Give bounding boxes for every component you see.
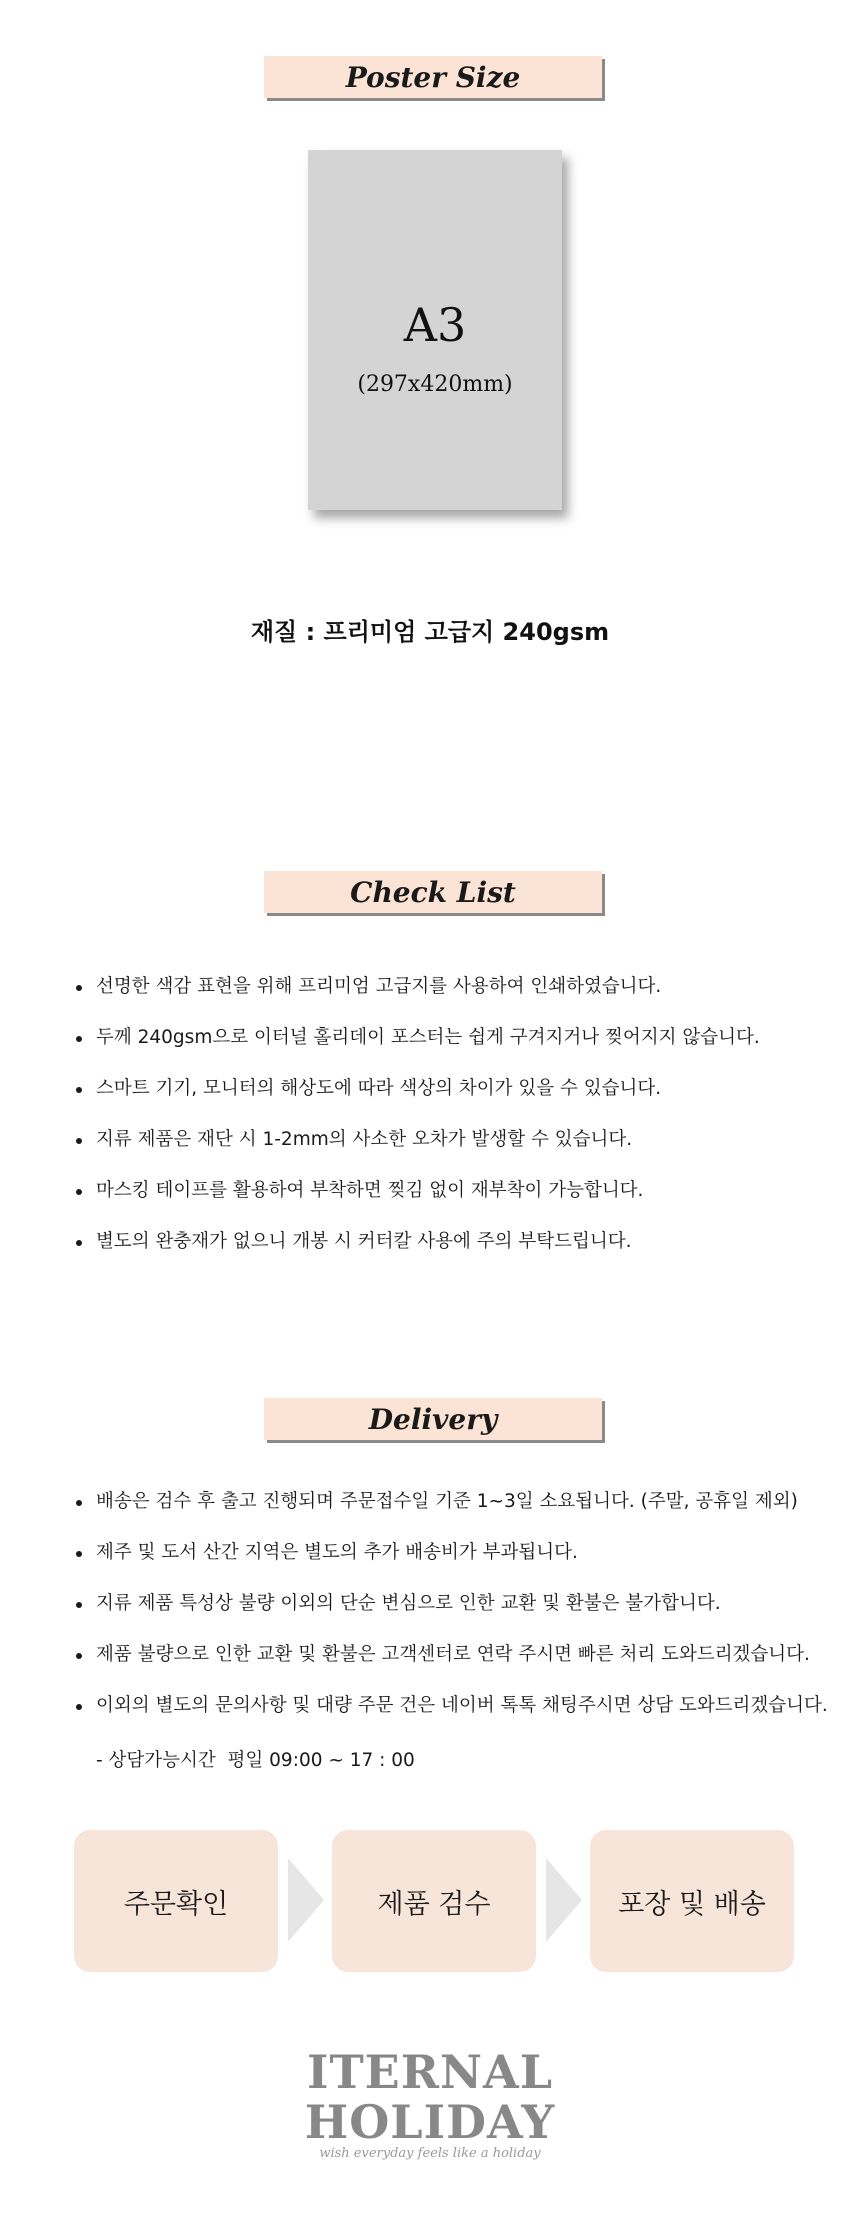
delivery-item-text: 지류 제품 특성상 불량 이외의 단순 변심으로 인한 교환 및 환불은 불가합니다. (96, 1593, 721, 1614)
step-product-inspection: 제품 검수 (332, 1830, 536, 1972)
list-item (76, 1592, 828, 1643)
list-item (76, 1490, 828, 1541)
step-order-confirm: 주문확인 (74, 1830, 278, 1972)
bullet-icon (76, 1551, 82, 1557)
brand-tagline: wish everyday feels like a holiday (319, 2146, 541, 2161)
poster-size-label: A3 (403, 298, 467, 352)
bullet-icon (76, 1500, 82, 1506)
bullet-icon (76, 1240, 82, 1246)
brand-logo-line1: ITERNAL (306, 2045, 554, 2099)
delivery-item-text: 제주 및 도서 산간 지역은 별도의 추가 배송비가 부과됩니다. (96, 1542, 578, 1563)
delivery-item-text: 이외의 별도의 문의사항 및 대량 주문 건은 네이버 톡톡 채팅주시면 상담 도와드리겠습니다. (96, 1695, 828, 1716)
list-item (76, 1128, 760, 1179)
delivery-item-text: 배송은 검수 후 출고 진행되며 주문접수일 기준 1~3일 소요됩니다. (주말, 공휴일 제외) (96, 1491, 798, 1512)
step-packing-shipping: 포장 및 배송 (590, 1830, 794, 1972)
bullet-icon (76, 985, 82, 991)
delivery-title: Delivery (264, 1398, 602, 1440)
delivery-item-text: 제품 불량으로 인한 교환 및 환불은 고객센터로 연락 주시면 빠른 처리 도와드리겠습니다. (96, 1644, 810, 1665)
checklist-item-text: 선명한 색감 표현을 위해 프리미엄 고급지를 사용하여 인쇄하였습니다. (96, 976, 662, 997)
checklist-title: Check List (264, 871, 602, 913)
checklist-item-text: 마스킹 테이프를 활용하여 부착하면 찢김 없이 재부착이 가능합니다. (96, 1180, 644, 1201)
bullet-icon (76, 1653, 82, 1659)
bullet-icon (76, 1087, 82, 1093)
bullet-icon (76, 1138, 82, 1144)
list-item (76, 1179, 760, 1230)
list-item (76, 1643, 828, 1694)
checklist-item-text: 지류 제품은 재단 시 1-2mm의 사소한 오차가 발생할 수 있습니다. (96, 1129, 633, 1150)
list-item (76, 1077, 760, 1128)
material-text: 재질 : 프리미엄 고급지 240gsm (250, 618, 610, 646)
poster-size-title: Poster Size (264, 56, 602, 98)
poster-size-dimensions: (297x420mm) (357, 372, 513, 397)
list-item (76, 1694, 828, 1745)
delivery-list (76, 1490, 828, 1745)
bullet-icon (76, 1704, 82, 1710)
checklist-item-text: 별도의 완충재가 없으니 개봉 시 커터칼 사용에 주의 부탁드립니다. (96, 1231, 632, 1252)
list-item (76, 1230, 760, 1281)
brand-logo-line2: HOLIDAY (304, 2095, 556, 2149)
bullet-icon (76, 1602, 82, 1608)
bullet-icon (76, 1189, 82, 1195)
list-item (76, 1541, 828, 1592)
checklist-item-text: 두께 240gsm으로 이터널 홀리데이 포스터는 쉽게 구겨지거나 찢어지지 않습니다. (96, 1027, 760, 1048)
list-item (76, 975, 760, 1026)
checklist-item-text: 스마트 기기, 모니터의 해상도에 따라 색상의 차이가 있을 수 있습니다. (96, 1078, 662, 1099)
checklist (76, 975, 760, 1281)
consult-hours: - 상담가능시간 평일 09:00 ~ 17 : 00 (96, 1750, 415, 1771)
poster-preview (308, 150, 562, 510)
bullet-icon (76, 1036, 82, 1042)
chevron-right-icon (546, 1858, 582, 1942)
chevron-right-icon (288, 1858, 324, 1942)
list-item (76, 1026, 760, 1077)
